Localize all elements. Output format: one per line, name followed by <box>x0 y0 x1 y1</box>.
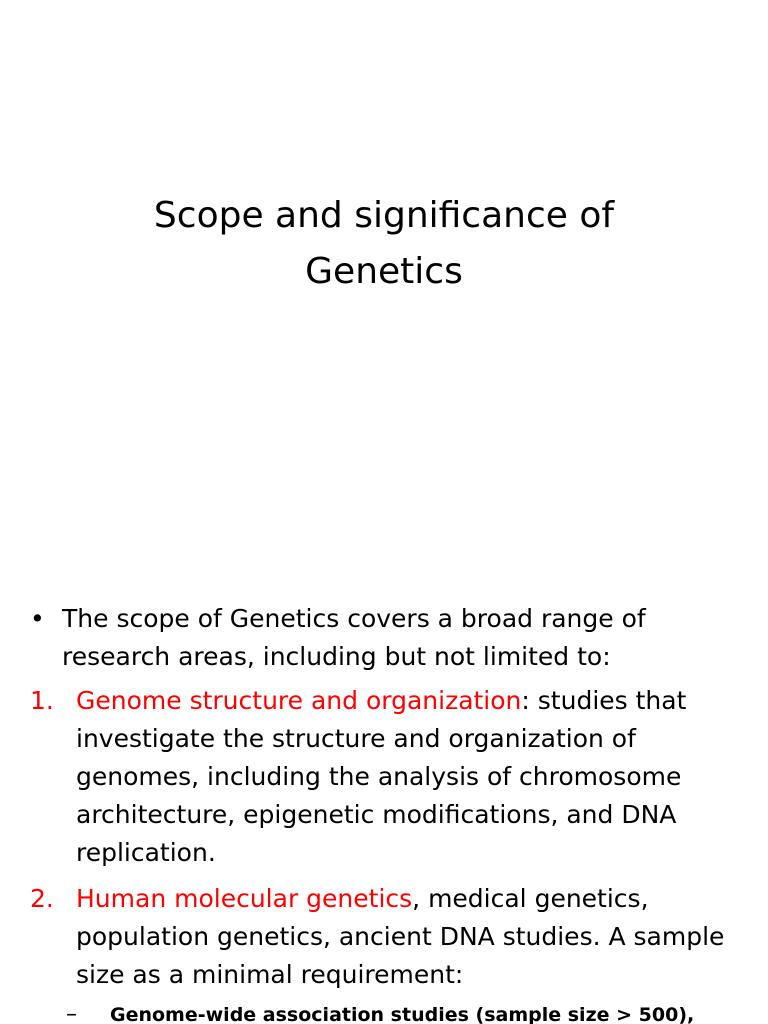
list-item-1-number: 1. <box>30 686 54 715</box>
list-item-2-body <box>76 880 750 994</box>
list-item-2 <box>30 880 750 994</box>
list-item-1-text: : studies that investigate the structure and organization of genomes, including the analysis of chromosome architecture, epigenetic modifications, and DNA replication. <box>76 686 687 867</box>
slide-title-line-2: Genetics <box>305 251 463 292</box>
intro-text: The scope of Genetics covers a broad range of research areas, including but not limited to: <box>62 604 646 671</box>
list-item-2-heading: Human molecular genetics <box>76 884 413 913</box>
sub-item-dash: – <box>66 1002 77 1024</box>
list-item-1-heading: Genome structure and organization <box>76 686 522 715</box>
list-item-1 <box>30 682 750 872</box>
slide-title <box>90 188 678 300</box>
list-item-1-body <box>76 682 750 872</box>
slide-title-line-1: Scope and significance of <box>153 195 615 236</box>
list-item-2-number: 2. <box>30 884 54 913</box>
intro-bullet <box>30 600 750 676</box>
list-item-2-text: , medical genetics, population genetics, ancient DNA studies. A sample size as a minimal requirement: <box>76 884 725 989</box>
sub-item-1 <box>66 1000 756 1024</box>
sub-item-1-text: Genome-wide association studies (sample size > 500), <box>110 1004 695 1024</box>
bullet-marker: • <box>30 604 45 633</box>
